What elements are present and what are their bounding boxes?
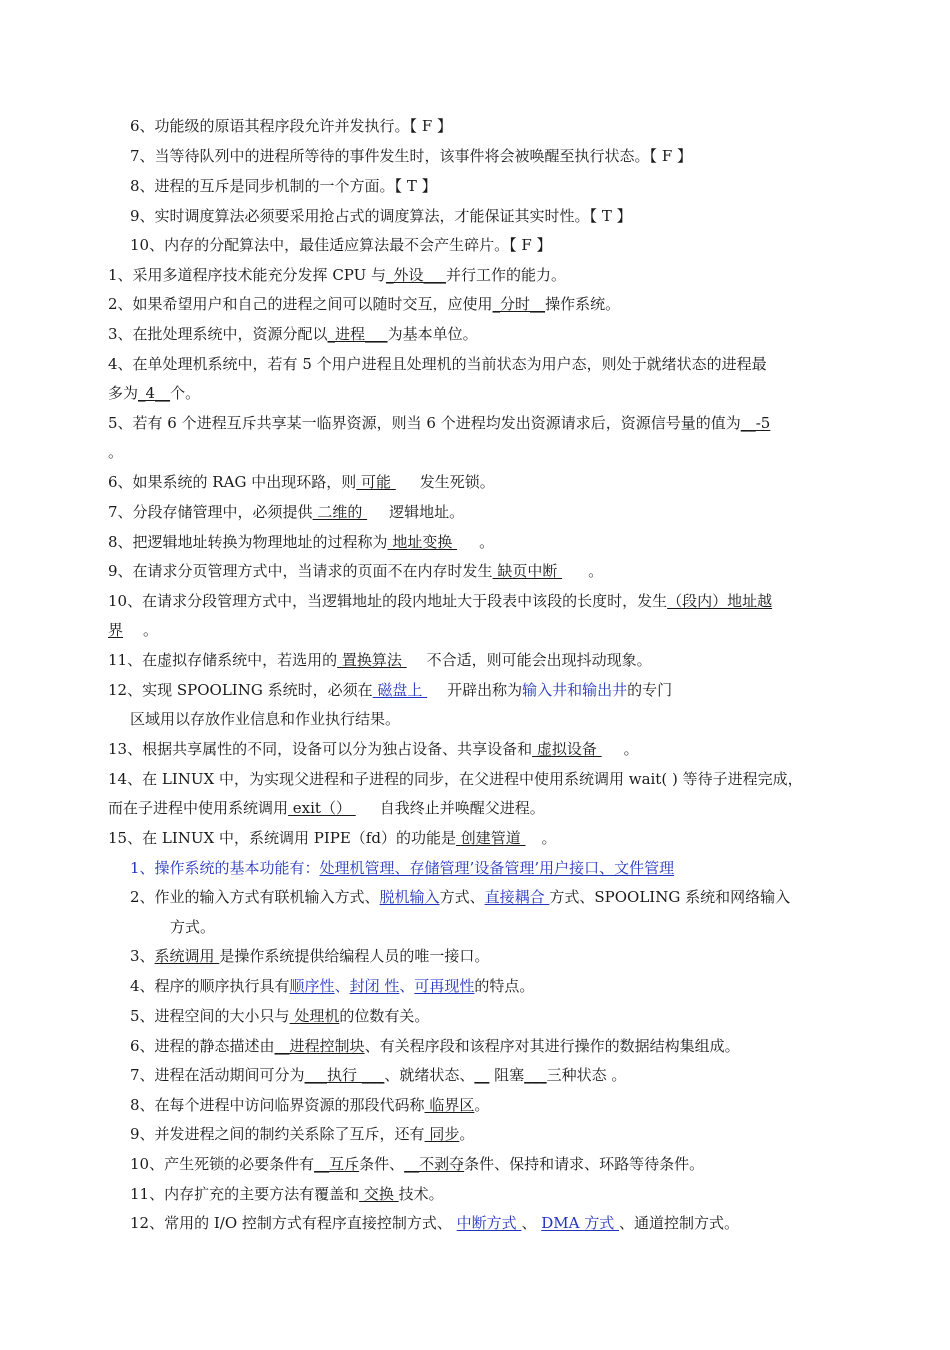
answer: 可能 bbox=[356, 473, 396, 491]
question-text: 的位数有关。 bbox=[339, 1007, 430, 1025]
tf-item: 9、实时调度算法必须要采用抢占式的调度算法，才能保证其实时性。【 T 】 bbox=[130, 207, 632, 225]
fill2-q10 bbox=[130, 1154, 704, 1174]
question-text: 的特点。 bbox=[474, 977, 535, 995]
answer: __不剥夺 bbox=[404, 1155, 465, 1173]
question-text: 。 bbox=[108, 443, 124, 461]
fill1-q9 bbox=[108, 561, 603, 581]
fill2-q11 bbox=[130, 1184, 444, 1204]
fill2-q4 bbox=[130, 976, 534, 996]
fill1-q8 bbox=[108, 532, 494, 552]
fill2-q6 bbox=[130, 1036, 740, 1056]
fill1-q7 bbox=[108, 502, 464, 522]
question-text: 开辟出称为 bbox=[447, 681, 523, 699]
fill2-q12 bbox=[130, 1213, 739, 1233]
question-text: 。 bbox=[541, 829, 557, 847]
fill2-q1 bbox=[130, 858, 674, 878]
question-text: 6、进程的静态描述由 bbox=[130, 1037, 275, 1055]
question-text: 。 bbox=[474, 1096, 490, 1114]
fill1-q4-cont bbox=[108, 383, 200, 403]
question-text: 10、产生死锁的必要条件有 bbox=[130, 1155, 315, 1173]
answer: __互斥 bbox=[314, 1155, 360, 1173]
question-text: 条件、 bbox=[359, 1155, 405, 1173]
answer: 封闭 性 bbox=[349, 977, 400, 995]
answer: _外设___ bbox=[386, 266, 447, 284]
question-text: 8、在每个进程中访问临界资源的那段代码称 bbox=[130, 1096, 425, 1114]
answer: _分时__ bbox=[492, 295, 546, 313]
question-text: 发生死锁。 bbox=[419, 473, 495, 491]
question-text: 13、根据共享属性的不同，设备可以分为独占设备、共享设备和 bbox=[108, 740, 533, 758]
fill2-q2-cont: 方式。 bbox=[170, 918, 216, 936]
question-text: 技术。 bbox=[398, 1185, 444, 1203]
tf-item: 10、内存的分配算法中，最佳适应算法最不会产生碎片。【 F 】 bbox=[130, 236, 552, 254]
fill1-q14 bbox=[108, 769, 803, 789]
answer: 输入井和输出井 bbox=[522, 681, 628, 699]
answer: 磁盘上 bbox=[372, 681, 428, 699]
answer: __进程控制块 bbox=[274, 1037, 365, 1055]
answer: ___执行 ___ bbox=[304, 1066, 385, 1084]
question-text: 6、如果系统的 RAG 中出现环路，则 bbox=[108, 473, 357, 491]
question-text: 2、作业的输入方式有联机输入方式、 bbox=[130, 888, 380, 906]
fill2-q8 bbox=[130, 1095, 489, 1115]
question-text: 14、在 LINUX 中，为实现父进程和子进程的同步，在父进程中使用系统调用 wait( ) 等待子进程完成， bbox=[108, 770, 803, 788]
question-text: 不合适，则可能会出现抖动现象。 bbox=[426, 651, 652, 669]
question-text: 1、操作系统的基本功能有： bbox=[130, 859, 320, 877]
fill1-q5 bbox=[108, 413, 770, 433]
question-text: 3、 bbox=[130, 947, 155, 965]
fill1-q14-cont bbox=[108, 798, 545, 818]
tf-item: 7、当等待队列中的进程所等待的事件发生时，该事件将会被唤醒至执行状态。【 F 】 bbox=[130, 147, 692, 165]
question-text: 并行工作的能力。 bbox=[446, 266, 567, 284]
question-text: 。 bbox=[459, 1125, 475, 1143]
question-text: 1、采用多道程序技术能充分发挥 CPU 与 bbox=[108, 266, 387, 284]
question-text: 9、并发进程之间的制约关系除了互斥，还有 bbox=[130, 1125, 425, 1143]
question-text: 为基本单位。 bbox=[387, 325, 478, 343]
answer: 可再现性 bbox=[414, 977, 475, 995]
question-text: 方式、 bbox=[439, 888, 485, 906]
question-text: 12、实现 SPOOLING 系统时，必须在 bbox=[108, 681, 373, 699]
answer: exit（） bbox=[288, 799, 356, 817]
question-text: 5、进程空间的大小只与 bbox=[130, 1007, 290, 1025]
answer: 系统调用 bbox=[154, 947, 220, 965]
answer: 同步 bbox=[424, 1125, 460, 1143]
question-text: 7、分段存储管理中，必须提供 bbox=[108, 503, 313, 521]
question-text: 、通道控制方式。 bbox=[619, 1214, 740, 1232]
answer: （段内）地址越 bbox=[667, 592, 773, 610]
answer: 处理机 bbox=[289, 1007, 340, 1025]
answer: _进程___ bbox=[327, 325, 388, 343]
separator: 、 bbox=[399, 977, 415, 995]
answer: DMA 方式 bbox=[541, 1214, 619, 1232]
question-text: 方式、SPOOLING 系统和网络输入 bbox=[549, 888, 791, 906]
answer: 二维的 bbox=[312, 503, 368, 521]
answer: 虚拟设备 bbox=[532, 740, 602, 758]
question-text: 。 bbox=[479, 533, 495, 551]
fill1-q13 bbox=[108, 739, 639, 759]
question-text: 3、在批处理系统中，资源分配以 bbox=[108, 325, 328, 343]
question-text: 11、内存扩充的主要方法有覆盖和 bbox=[130, 1185, 360, 1203]
question-text: 7、进程在活动期间可分为 bbox=[130, 1066, 305, 1084]
question-text: 自我终止并唤醒父进程。 bbox=[379, 799, 545, 817]
answer: 处理机管理、存储管理’设备管理’用户接口、文件管理 bbox=[319, 859, 675, 877]
answer: 直接耦合 bbox=[484, 888, 550, 906]
question-text: 三种状态 。 bbox=[546, 1066, 627, 1084]
answer: 阻塞 bbox=[489, 1066, 525, 1084]
fill1-q2 bbox=[108, 294, 620, 314]
question-text: 9、在请求分页管理方式中，当请求的页面不在内存时发生 bbox=[108, 562, 493, 580]
fill1-q11 bbox=[108, 650, 652, 670]
question-text: 条件、保持和请求、环路等待条件。 bbox=[464, 1155, 705, 1173]
question-text: 、有关程序段和该程序对其进行操作的数据结构集组成。 bbox=[364, 1037, 740, 1055]
fill1-q15 bbox=[108, 828, 557, 848]
fill1-q10 bbox=[108, 591, 772, 611]
tf-item: 8、进程的互斥是同步机制的一个方面。【 T 】 bbox=[130, 177, 437, 195]
answer: 创建管道 bbox=[455, 829, 526, 847]
question-text: 15、在 LINUX 中，系统调用 PIPE（fd）的功能是 bbox=[108, 829, 456, 847]
fill1-q12-cont: 区域用以存放作业信息和作业执行结果。 bbox=[130, 710, 401, 728]
question-text: 。 bbox=[588, 562, 604, 580]
answer: 交换 bbox=[359, 1185, 399, 1203]
answer: 脱机输入 bbox=[379, 888, 440, 906]
answer: 界 bbox=[108, 621, 124, 639]
question-text: 而在子进程中使用系统调用 bbox=[108, 799, 289, 817]
fill2-q5 bbox=[130, 1006, 429, 1026]
separator: 、 bbox=[334, 977, 350, 995]
fill2-q7 bbox=[130, 1065, 626, 1085]
fill2-q2 bbox=[130, 887, 790, 907]
question-text: 4、在单处理机系统中，若有 5 个用户进程且处理机的当前状态为用户态，则处于就绪状态的进程最 bbox=[108, 355, 767, 373]
fill1-q4 bbox=[108, 354, 767, 374]
answer: 中断方式 bbox=[456, 1214, 522, 1232]
question-text: 11、在虚拟存储系统中，若选用的 bbox=[108, 651, 338, 669]
question-text: 逻辑地址。 bbox=[389, 503, 465, 521]
fill1-q12 bbox=[108, 680, 672, 700]
answer: ___ bbox=[524, 1066, 547, 1084]
answer: 顺序性 bbox=[289, 977, 335, 995]
answer: 置换算法 bbox=[337, 651, 407, 669]
fill1-q3 bbox=[108, 324, 478, 344]
question-text: 4、程序的顺序执行具有 bbox=[130, 977, 290, 995]
question-text: 的专门 bbox=[627, 681, 673, 699]
question-text: 个。 bbox=[170, 384, 201, 402]
fill2-q3 bbox=[130, 946, 489, 966]
answer: 临界区 bbox=[424, 1096, 475, 1114]
question-text: 、就绪状态、 bbox=[384, 1066, 475, 1084]
question-text: 12、常用的 I/O 控制方式有程序直接控制方式、 bbox=[130, 1214, 457, 1232]
question-text: 2、如果希望用户和自己的进程之间可以随时交互，应使用 bbox=[108, 295, 493, 313]
question-text: 、 bbox=[521, 1214, 542, 1232]
question-text: 操作系统。 bbox=[545, 295, 621, 313]
question-text: 多为 bbox=[108, 384, 139, 402]
answer: 缺页中断 bbox=[492, 562, 563, 580]
answer: 地址变换 bbox=[387, 533, 458, 551]
answer: _4__ bbox=[138, 384, 171, 402]
fill2-q9 bbox=[130, 1124, 474, 1144]
question-text: 。 bbox=[623, 740, 639, 758]
fill1-q5-cont bbox=[108, 442, 123, 462]
question-text: 。 bbox=[143, 621, 159, 639]
fill1-q1 bbox=[108, 265, 566, 285]
question-text: 8、把逻辑地址转换为物理地址的过程称为 bbox=[108, 533, 388, 551]
fill1-q10-cont bbox=[108, 620, 158, 640]
answer: __-5 bbox=[740, 414, 771, 432]
fill1-q6 bbox=[108, 472, 495, 492]
question-text: 10、在请求分段管理方式中，当逻辑地址的段内地址大于段表中该段的长度时，发生 bbox=[108, 592, 668, 610]
answer: __ bbox=[474, 1066, 490, 1084]
question-text: 是操作系统提供给编程人员的唯一接口。 bbox=[219, 947, 490, 965]
tf-item: 6、功能级的原语其程序段允许并发执行。【 F 】 bbox=[130, 117, 452, 135]
question-text: 5、若有 6 个进程互斥共享某一临界资源，则当 6 个进程均发出资源请求后，资源信号量的值为 bbox=[108, 414, 741, 432]
